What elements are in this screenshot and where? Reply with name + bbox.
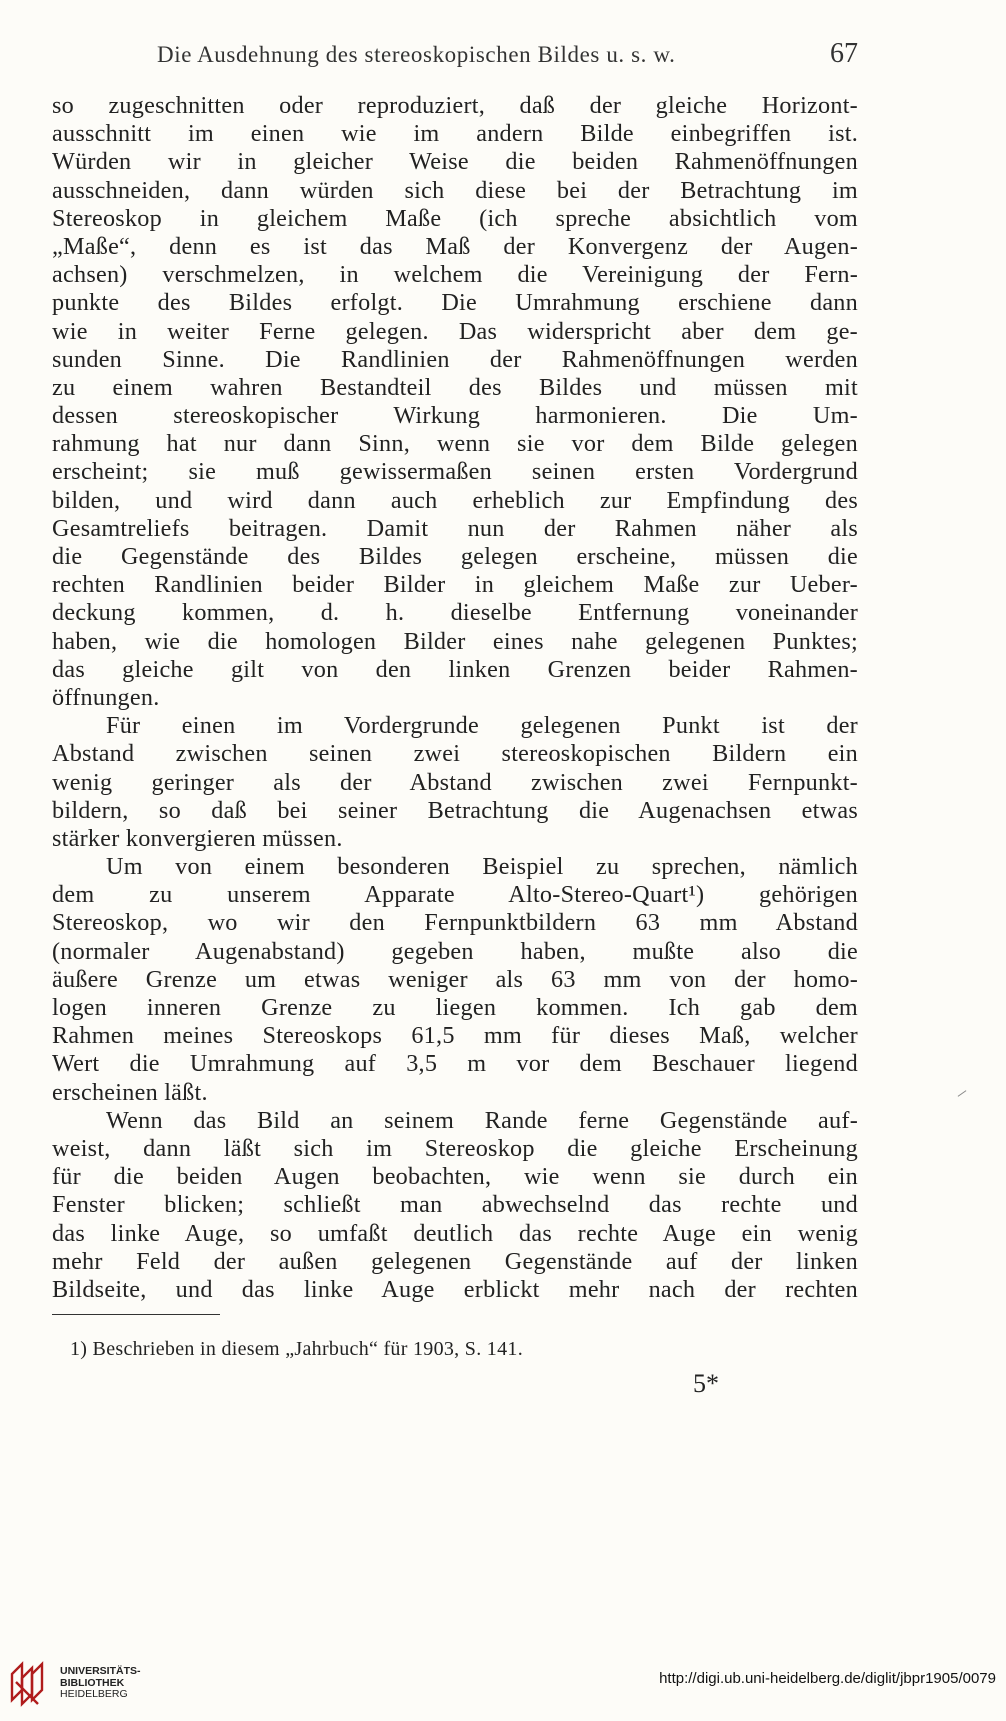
text-line: öffnungen.	[52, 683, 160, 711]
text-line: das gleiche gilt von den linken Grenzen beider Rahmen-	[52, 655, 858, 683]
page-number: 67	[830, 38, 858, 69]
body-text	[52, 92, 858, 1304]
page-header	[52, 38, 858, 78]
text-line: Stereoskop, wo wir den Fernpunktbildern 63 mm Abstand	[52, 909, 858, 937]
text-line: rechten Randlinien beider Bilder in gleichem Maße zur Ueber-	[52, 571, 858, 599]
text-line: erscheinen läßt.	[52, 1078, 208, 1106]
text-line: das linke Auge, so umfaßt deutlich das rechte Auge ein wenig	[52, 1219, 858, 1247]
running-title: Die Ausdehnung des stereoskopischen Bildes u. s. w.	[157, 42, 676, 67]
text-line: die Gegenstände des Bildes gelegen erscheine, müssen die	[52, 543, 858, 570]
footnote: 1) Beschrieben in diesem „Jahrbuch“ für 1903, S. 141.	[70, 1338, 524, 1360]
library-name-line: UNIVERSITÄTS-	[60, 1665, 141, 1677]
text-line: Gesamtreliefs beitragen. Damit nun der Rahmen näher als	[52, 514, 858, 542]
footer-bar	[0, 1650, 1006, 1721]
text-line: wie in weiter Ferne gelegen. Das widerspricht aber dem ge-	[52, 317, 858, 345]
text-line: zu einem wahren Bestandteil des Bildes und müssen mit	[52, 373, 858, 401]
library-logo-icon	[8, 1660, 52, 1708]
text-line: achsen) verschmelzen, in welchem die Vereinigung der Fern-	[52, 261, 858, 289]
text-line: Fenster blicken; schließt man abwechselnd das rechte und	[52, 1191, 858, 1219]
text-line: Wenn das Bild an seinem Rande ferne Gegenstände auf-	[106, 1106, 858, 1134]
text-line: deckung kommen, d. h. dieselbe Entfernung voneinander	[52, 599, 858, 627]
text-line: stärker konvergieren müssen.	[52, 824, 343, 852]
text-line: Wert die Umrahmung auf 3,5 m vor dem Beschauer liegend	[52, 1050, 858, 1078]
text-line: ausschnitt im einen wie im andern Bilde einbegriffen ist.	[52, 120, 858, 148]
source-url[interactable]: http://digi.ub.uni-heidelberg.de/diglit/jbpr1905/0079	[659, 1670, 996, 1687]
text-line: Bildseite, und das linke Auge erblickt mehr nach der rechten	[52, 1275, 858, 1303]
text-line: erscheint; sie muß gewissermaßen seinen ersten Vordergrund	[52, 458, 858, 486]
footnote-divider	[52, 1314, 220, 1315]
text-line: äußere Grenze um etwas weniger als 63 mm von der homo-	[52, 965, 858, 993]
text-line: rahmung hat nur dann Sinn, wenn sie vor dem Bilde gelegen	[52, 430, 858, 458]
stray-mark	[958, 1090, 967, 1097]
text-line: für die beiden Augen beobachten, wie wenn sie durch ein	[52, 1163, 858, 1191]
text-line: mehr Feld der außen gelegenen Gegenstände auf der linken	[52, 1247, 858, 1275]
text-line: sunden Sinne. Die Randlinien der Rahmenöffnungen werden	[52, 345, 858, 373]
text-line: dessen stereoskopischer Wirkung harmonieren. Die Um-	[52, 402, 858, 430]
signature-mark: 5*	[693, 1369, 719, 1398]
text-line: dem zu unserem Apparate Alto-Stereo-Quart¹) gehörigen	[52, 881, 858, 909]
text-line: Stereoskop in gleichem Maße (ich spreche absichtlich vom	[52, 204, 858, 232]
text-line: punkte des Bildes erfolgt. Die Umrahmung erschiene dann	[52, 289, 858, 317]
text-line: weist, dann läßt sich im Stereoskop die gleiche Erscheinung	[52, 1134, 858, 1162]
text-line: Abstand zwischen seinen zwei stereoskopischen Bildern ein	[52, 740, 858, 768]
text-line: Rahmen meines Stereoskops 61,5 mm für dieses Maß, welcher	[52, 1022, 858, 1050]
text-line: ausschneiden, dann würden sich diese bei der Betrachtung im	[52, 176, 858, 204]
text-line: Würden wir in gleicher Weise die beiden Rahmenöffnungen	[52, 148, 858, 176]
text-line: Um von einem besonderen Beispiel zu sprechen, nämlich	[106, 853, 858, 881]
text-line: Für einen im Vordergrunde gelegenen Punkt ist der	[106, 712, 858, 740]
library-name-line: HEIDELBERG	[60, 1688, 128, 1700]
library-name-line: BIBLIOTHEK	[60, 1676, 125, 1689]
text-line: logen inneren Grenze zu liegen kommen. Ich gab dem	[52, 994, 858, 1021]
text-line: bilden, und wird dann auch erheblich zur Empfindung des	[52, 486, 858, 514]
text-line: so zugeschnitten oder reproduziert, daß der gleiche Horizont-	[52, 92, 858, 119]
text-line: wenig geringer als der Abstand zwischen zwei Fernpunkt-	[52, 768, 858, 796]
text-line: haben, wie die homologen Bilder eines nahe gelegenen Punktes;	[52, 627, 858, 655]
library-name	[60, 1666, 141, 1701]
text-line: (normaler Augenabstand) gegeben haben, mußte also die	[52, 937, 858, 965]
text-line: „Maße“, denn es ist das Maß der Konvergenz der Augen-	[52, 232, 858, 260]
text-line: bildern, so daß bei seiner Betrachtung die Augenachsen etwas	[52, 796, 858, 824]
